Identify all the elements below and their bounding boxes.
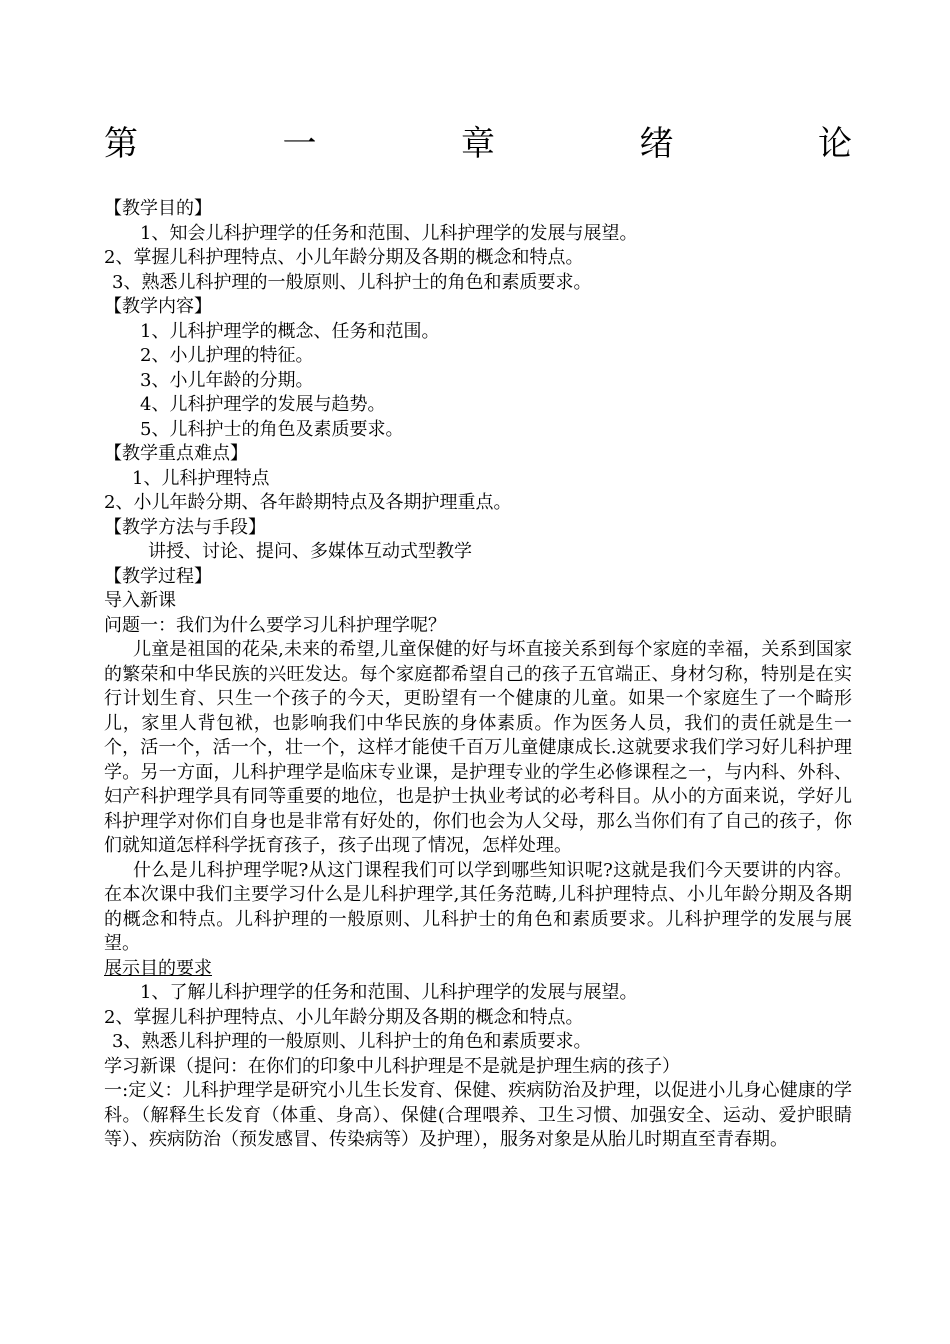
objective-item: 3、熟悉儿科护理的一般原则、儿科护士的角色和素质要求。 [112, 271, 592, 293]
methods-text: 讲授、讨论、提问、多媒体互动式型教学 [148, 541, 472, 562]
content-item: 2、小儿护理的特征。 [140, 345, 314, 366]
content-item: 1、儿科护理学的概念、任务和范围。 [140, 320, 440, 342]
title-char: 绪 [639, 124, 674, 164]
objective-item: 2、掌握儿科护理特点、小儿年龄分期及各期的概念和特点。 [104, 247, 584, 268]
process-heading: 【教学过程】 [104, 565, 212, 587]
show-objectives-heading: 展示目的要求 [104, 957, 212, 979]
document-body [104, 197, 852, 1153]
content-item: 4、儿科护理学的发展与趋势。 [140, 394, 386, 415]
keypoint-item: 2、小儿年龄分期、各年龄期特点及各期护理重点。 [104, 492, 512, 513]
title-char: 第 [104, 124, 138, 164]
methods-heading: 【教学方法与手段】 [104, 516, 266, 538]
paragraph-why: 儿童是祖国的花朵,未来的希望,儿童保健的好与坏直接关系到每个家庭的幸福，关系到国家的繁荣和中华民族的兴旺发达。每个家庭都希望自己的孩子五官端正、身材匀称，特别是在实行计划生育、只生一个孩子的今天，更盼望有一个健康的儿童。如果一个家庭生了一个畸形儿，家里人背包袱，也影响我们中华民族的身体素质。作为医务人员，我们的责任就是生一个，活一个，活一个，壮一个，这样才能使千百万儿童健康成长.这就要求我们学习好儿科护理学。另一方面，儿科护理学是临床专业课，是护理专业的学生必修课程之一，与内科、外科、妇产科护理学具有同等重要的地位，也是护士执业考试的必考科目。从小的方面来说，学好儿科护理学对你们自身也是非常有好处的，你们也会为人父母，那么当你们有了自己的孩子，你们就知道怎样科学抚育孩子，孩子出现了情况，怎样处理。 [104, 639, 852, 856]
keypoint-item: 1、儿科护理特点 [132, 467, 270, 489]
chapter-title [104, 120, 852, 168]
objective-item: 1、知会儿科护理学的任务和范围、儿科护理学的发展与展望。 [140, 222, 638, 244]
content-item: 3、小儿年龄的分期。 [140, 369, 314, 391]
title-char: 章 [461, 124, 495, 164]
paragraph-what: 什么是儿科护理学呢?从这门课程我们可以学到哪些知识呢?这就是我们今天要讲的内容。在本次课中我们主要学习什么是儿科护理学,其任务范畴,儿科护理特点、小儿年龄分期及各期的概念和特点。儿科护理的一般原则、儿科护士的角色和素质要求。儿科护理学的发展与展望。 [104, 859, 852, 954]
show-item: 2、掌握儿科护理特点、小儿年龄分期及各期的概念和特点。 [104, 1006, 584, 1028]
title-char: 论 [818, 124, 852, 164]
definition-paragraph: 一:定义：儿科护理学是研究小儿生长发育、保健、疾病防治及护理，以促进小儿身心健康的学科。（解释生长发育（体重、身高）、保健(合理喂养、卫生习惯、加强安全、运动、爱护眼睛等）、疾病防治（预发感冒、传染病等）及护理），服务对象是从胎儿时期直至青春期。 [104, 1080, 852, 1150]
title-char: 一 [282, 124, 317, 164]
show-item: 1、了解儿科护理学的任务和范围、儿科护理学的发展与展望。 [140, 982, 638, 1003]
content-heading: 【教学内容】 [104, 296, 212, 317]
show-item: 3、熟悉儿科护理的一般原则、儿科护士的角色和素质要求。 [112, 1031, 592, 1052]
content-item: 5、儿科护士的角色及素质要求。 [140, 418, 404, 440]
intro-label: 导入新课 [104, 590, 176, 611]
objectives-heading: 【教学目的】 [104, 198, 212, 219]
new-lesson-text: 学习新课（提问：在你们的印象中儿科护理是不是就是护理生病的孩子） [104, 1055, 680, 1077]
question-text: 问题一：我们为什么要学习儿科护理学呢？ [104, 614, 446, 636]
keypoints-heading: 【教学重点难点】 [104, 443, 248, 464]
